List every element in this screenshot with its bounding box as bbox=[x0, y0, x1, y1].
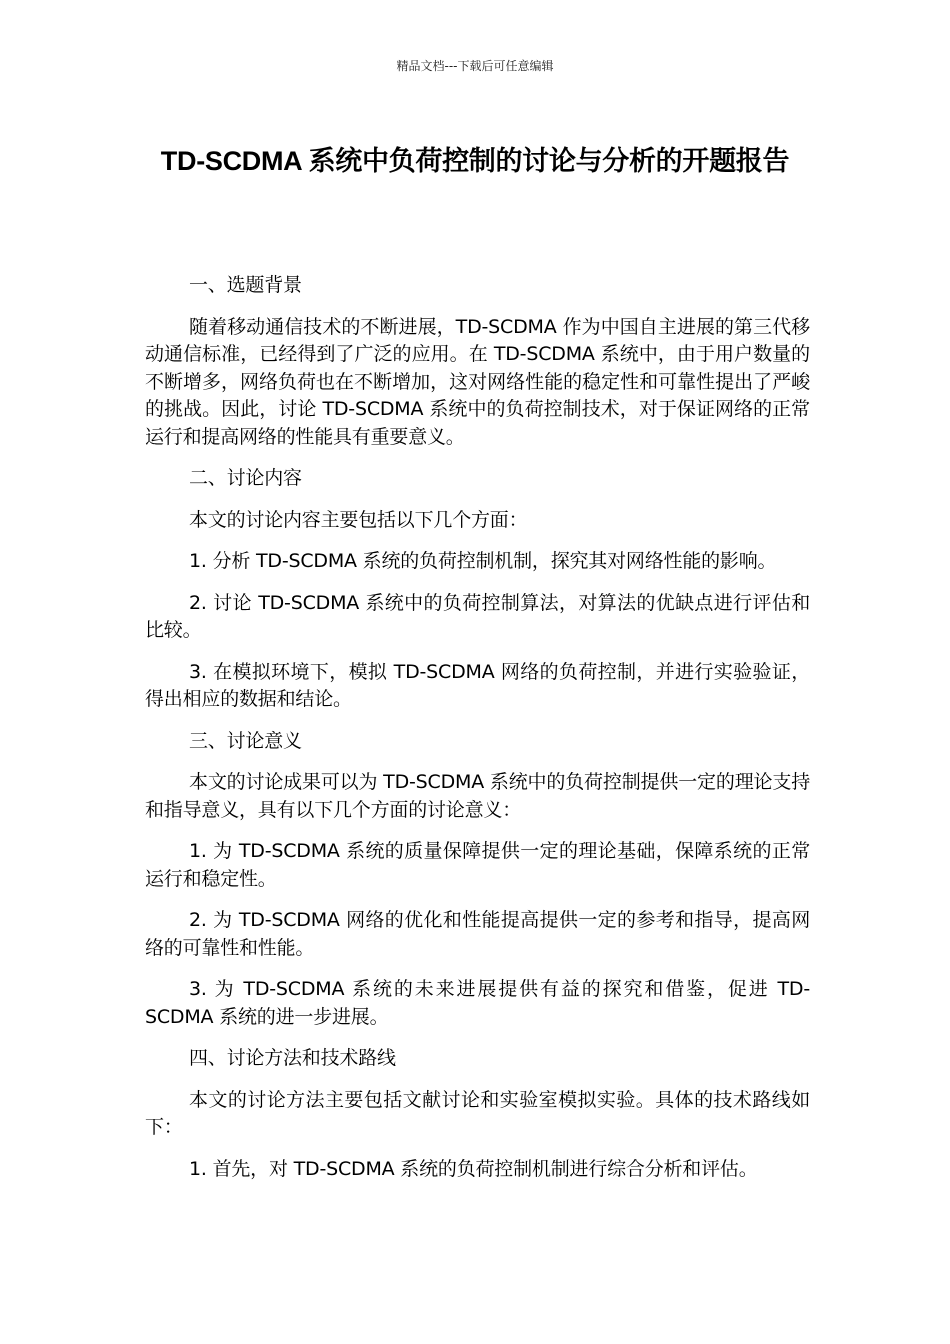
list-item-significance-2: 2. 为 TD-SCDMA 网络的优化和性能提高提供一定的参考和指导，提高网络的可靠性和性能。 bbox=[145, 909, 810, 959]
document-body bbox=[145, 272, 810, 1197]
section-heading-significance: 三、讨论意义 bbox=[189, 729, 302, 752]
list-item-content-3: 3. 在模拟环境下，模拟 TD-SCDMA 网络的负荷控制，并进行实验验证，得出相应的数据和结论。 bbox=[145, 660, 810, 710]
list-item-significance-1: 1. 为 TD-SCDMA 系统的质量保障提供一定的理论基础，保障系统的正常运行和稳定性。 bbox=[145, 840, 810, 890]
paragraph-methods-intro: 本文的讨论方法主要包括文献讨论和实验室模拟实验。具体的技术路线如下： bbox=[145, 1088, 810, 1138]
header-note: 精品文档---下载后可任意编辑 bbox=[396, 59, 554, 73]
list-item-methods-1: 1. 首先，对 TD-SCDMA 系统的负荷控制机制进行综合分析和评估。 bbox=[189, 1157, 758, 1180]
section-heading-content: 二、讨论内容 bbox=[189, 467, 302, 489]
section-heading-background: 一、选题背景 bbox=[189, 274, 302, 296]
list-item-content-1: 1. 分析 TD-SCDMA 系统的负荷控制机制，探究其对网络性能的影响。 bbox=[189, 550, 777, 572]
paragraph-background: 随着移动通信技术的不断进展，TD-SCDMA 作为中国自主进展的第三代移动通信标准，已经得到了广泛的应用。在 TD-SCDMA 系统中，由于用户数量的不断增多，网络负荷也在不断增加，这对网络性能的稳定性和可靠性提出了严峻的挑战。因此，讨论 TD-SCDMA 系统中的负荷控制技术，对于保证网络的正常运行和提高网络的性能具有重要意义。 bbox=[145, 315, 810, 448]
document-title: TD-SCDMA 系统中负荷控制的讨论与分析的开题报告 bbox=[160, 146, 790, 176]
paragraph-significance-intro: 本文的讨论成果可以为 TD-SCDMA 系统中的负荷控制提供一定的理论支持和指导意义，具有以下几个方面的讨论意义： bbox=[145, 771, 810, 821]
list-item-content-2: 2. 讨论 TD-SCDMA 系统中的负荷控制算法，对算法的优缺点进行评估和比较。 bbox=[145, 591, 810, 641]
section-heading-methods: 四、讨论方法和技术路线 bbox=[189, 1047, 396, 1069]
list-item-significance-3: 3. 为 TD-SCDMA 系统的未来进展提供有益的探究和借鉴，促进 TD-SCDMA 系统的进一步进展。 bbox=[145, 978, 810, 1028]
paragraph-content-intro: 本文的讨论内容主要包括以下几个方面： bbox=[189, 508, 528, 531]
